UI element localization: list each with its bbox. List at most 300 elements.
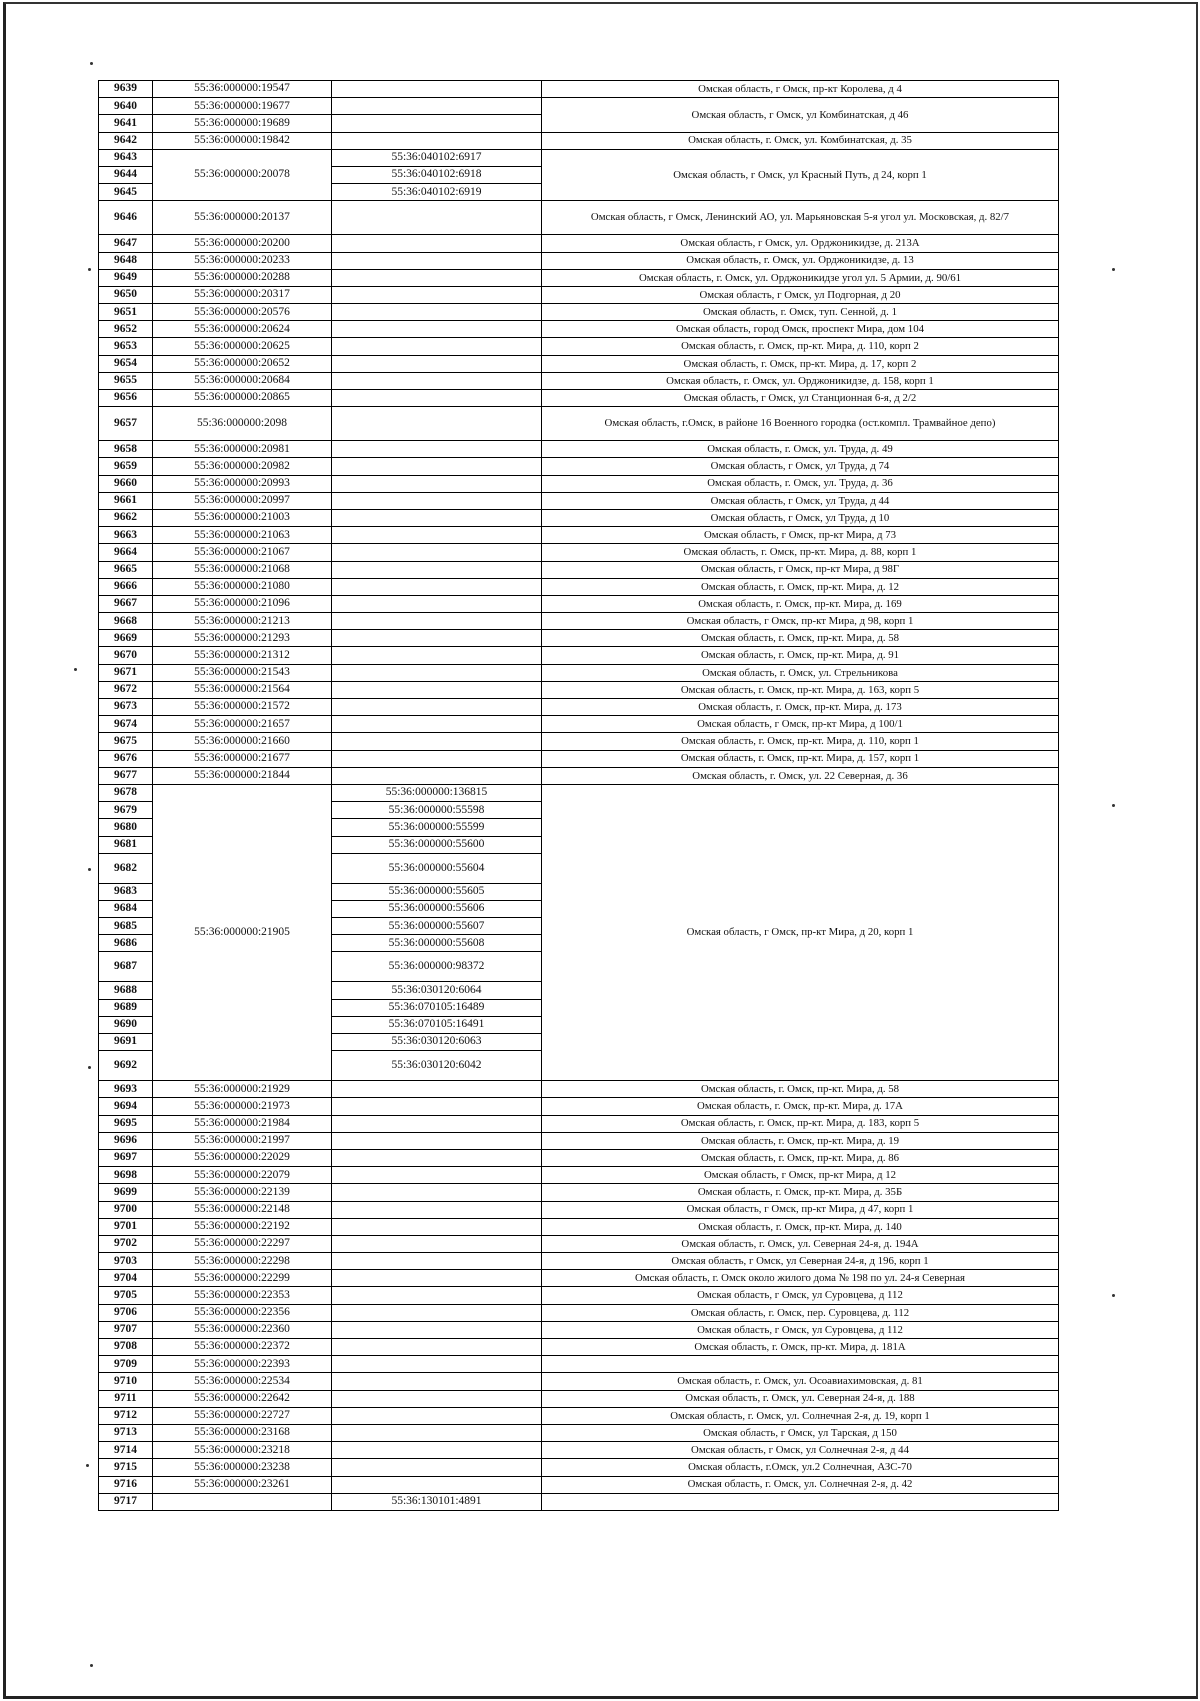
row-number: 9658	[99, 441, 153, 458]
row-number: 9711	[99, 1390, 153, 1407]
sub-cadastral-number	[332, 699, 542, 716]
sub-cadastral-number: 55:36:070105:16491	[332, 1016, 542, 1033]
sub-cadastral-number	[332, 613, 542, 630]
sub-cadastral-number	[332, 81, 542, 98]
address: Омская область, г. Омск, пр-кт. Мира, д. 58	[542, 1081, 1059, 1098]
scan-speck	[86, 1464, 89, 1467]
address: Омская область, г.Омск, ул.2 Солнечная, АЗС-70	[542, 1459, 1059, 1476]
sub-cadastral-number: 55:36:000000:136815	[332, 784, 542, 801]
sub-cadastral-number	[332, 1167, 542, 1184]
sub-cadastral-number: 55:36:130101:4891	[332, 1493, 542, 1510]
row-number: 9702	[99, 1235, 153, 1252]
cadastral-number: 55:36:000000:22642	[153, 1390, 332, 1407]
cadastral-number: 55:36:000000:20997	[153, 492, 332, 509]
row-number: 9661	[99, 492, 153, 509]
sub-cadastral-number	[332, 355, 542, 372]
cadastral-number: 55:36:000000:20233	[153, 252, 332, 269]
scan-speck	[1112, 268, 1115, 271]
sub-cadastral-number	[332, 1424, 542, 1441]
address: Омская область, г. Омск, туп. Сенной, д. 1	[542, 304, 1059, 321]
table-row	[99, 1115, 1059, 1132]
sub-cadastral-number	[332, 1201, 542, 1218]
address: Омская область, г Омск, ул Суровцева, д 112	[542, 1321, 1059, 1338]
cadastral-number: 55:36:000000:20982	[153, 458, 332, 475]
address	[542, 1356, 1059, 1373]
sub-cadastral-number	[332, 1373, 542, 1390]
table-row	[99, 269, 1059, 286]
row-number: 9653	[99, 338, 153, 355]
cadastral-number: 55:36:000000:21213	[153, 613, 332, 630]
cadastral-number: 55:36:000000:22393	[153, 1356, 332, 1373]
table-row	[99, 699, 1059, 716]
address: Омская область, г Омск, пр-кт Мира, д 98Г	[542, 561, 1059, 578]
sub-cadastral-number	[332, 630, 542, 647]
row-number: 9698	[99, 1167, 153, 1184]
address: Омская область, г. Омск, ул. Солнечная 2-я, д. 19, корп 1	[542, 1407, 1059, 1424]
sub-cadastral-number	[332, 527, 542, 544]
row-number: 9688	[99, 982, 153, 999]
table-row	[99, 1459, 1059, 1476]
address: Омская область, г. Омск, ул. Орджоникидзе угол ул. 5 Армии, д. 90/61	[542, 269, 1059, 286]
address: Омская область, г. Омск, ул. Комбинатская, д. 35	[542, 132, 1059, 149]
table-row	[99, 441, 1059, 458]
address: Омская область, г. Омск, пр-кт. Мира, д. 169	[542, 595, 1059, 612]
table-row	[99, 286, 1059, 303]
address: Омская область, г Омск, ул Солнечная 2-я, д 44	[542, 1442, 1059, 1459]
scan-speck	[88, 268, 91, 271]
sub-cadastral-number	[332, 1476, 542, 1493]
address: Омская область, г Омск, ул Красный Путь, д 24, корп 1	[542, 149, 1059, 201]
table-row	[99, 321, 1059, 338]
row-number: 9640	[99, 98, 153, 115]
row-number: 9714	[99, 1442, 153, 1459]
row-number: 9716	[99, 1476, 153, 1493]
row-number: 9663	[99, 527, 153, 544]
address: Омская область, г Омск, пр-кт Мира, д 98, корп 1	[542, 613, 1059, 630]
row-number: 9676	[99, 750, 153, 767]
sub-cadastral-number	[332, 321, 542, 338]
table-row	[99, 527, 1059, 544]
row-number: 9703	[99, 1253, 153, 1270]
table-row	[99, 544, 1059, 561]
row-number: 9645	[99, 184, 153, 201]
table-row	[99, 1493, 1059, 1510]
table-row	[99, 1149, 1059, 1166]
address: Омская область, г. Омск, пр-кт. Мира, д. 163, корп 5	[542, 681, 1059, 698]
cadastral-number: 55:36:000000:21984	[153, 1115, 332, 1132]
address: Омская область, г Омск, пр-кт Королева, д 4	[542, 81, 1059, 98]
cadastral-number: 55:36:000000:21973	[153, 1098, 332, 1115]
cadastral-number: 55:36:000000:21660	[153, 733, 332, 750]
table-row	[99, 1270, 1059, 1287]
table-row	[99, 630, 1059, 647]
address: Омская область, г Омск, ул Подгорная, д 20	[542, 286, 1059, 303]
address: Омская область, г. Омск, пр-кт. Мира, д. 17, корп 2	[542, 355, 1059, 372]
row-number: 9669	[99, 630, 153, 647]
cadastral-number: 55:36:000000:22298	[153, 1253, 332, 1270]
row-number: 9672	[99, 681, 153, 698]
table-row	[99, 98, 1059, 115]
table-row	[99, 252, 1059, 269]
row-number: 9684	[99, 900, 153, 917]
sub-cadastral-number	[332, 1321, 542, 1338]
table-row	[99, 390, 1059, 407]
cadastral-number: 55:36:000000:22297	[153, 1235, 332, 1252]
address: Омская область, г Омск, ул Станционная 6-я, д 2/2	[542, 390, 1059, 407]
registry-table	[98, 80, 1059, 1511]
cadastral-number: 55:36:000000:21063	[153, 527, 332, 544]
address: Омская область, г. Омск, пр-кт. Мира, д. 173	[542, 699, 1059, 716]
row-number: 9668	[99, 613, 153, 630]
table-row	[99, 81, 1059, 98]
sub-cadastral-number	[332, 132, 542, 149]
address: Омская область, г Омск, пр-кт Мира, д 100/1	[542, 716, 1059, 733]
cadastral-number: 55:36:000000:20865	[153, 390, 332, 407]
table-row	[99, 1253, 1059, 1270]
address: Омская область, г. Омск, ул. Северная 24-я, д. 194А	[542, 1235, 1059, 1252]
row-number: 9644	[99, 166, 153, 183]
sub-cadastral-number	[332, 544, 542, 561]
row-number: 9667	[99, 595, 153, 612]
sub-cadastral-number	[332, 1304, 542, 1321]
sub-cadastral-number	[332, 1407, 542, 1424]
sub-cadastral-number: 55:36:000000:55605	[332, 883, 542, 900]
row-number: 9713	[99, 1424, 153, 1441]
sub-cadastral-number: 55:36:000000:55604	[332, 853, 542, 883]
address: Омская область, г Омск, ул Труда, д 44	[542, 492, 1059, 509]
table-row	[99, 613, 1059, 630]
table-row	[99, 1287, 1059, 1304]
address: Омская область, г. Омск, ул. 22 Северная, д. 36	[542, 767, 1059, 784]
table-row	[99, 1184, 1059, 1201]
row-number: 9717	[99, 1493, 153, 1510]
table-row	[99, 561, 1059, 578]
row-number: 9700	[99, 1201, 153, 1218]
row-number: 9651	[99, 304, 153, 321]
address: Омская область, г Омск, ул Труда, д 74	[542, 458, 1059, 475]
sub-cadastral-number	[332, 595, 542, 612]
address: Омская область, г. Омск, пр-кт. Мира, д. 183, корп 5	[542, 1115, 1059, 1132]
sub-cadastral-number	[332, 716, 542, 733]
scan-speck	[1112, 804, 1115, 807]
row-number: 9699	[99, 1184, 153, 1201]
table-row	[99, 716, 1059, 733]
address: Омская область, г. Омск, пер. Суровцева, д. 112	[542, 1304, 1059, 1321]
table-row	[99, 733, 1059, 750]
row-number: 9701	[99, 1218, 153, 1235]
row-number: 9687	[99, 952, 153, 982]
table-row	[99, 1081, 1059, 1098]
cadastral-number: 55:36:000000:21068	[153, 561, 332, 578]
row-number: 9697	[99, 1149, 153, 1166]
cadastral-number: 55:36:000000:21564	[153, 681, 332, 698]
table-row	[99, 1201, 1059, 1218]
cadastral-number: 55:36:000000:22356	[153, 1304, 332, 1321]
cadastral-number: 55:36:000000:20200	[153, 235, 332, 252]
cadastral-number: 55:36:000000:21312	[153, 647, 332, 664]
sub-cadastral-number	[332, 1098, 542, 1115]
sub-cadastral-number	[332, 664, 542, 681]
table-row	[99, 355, 1059, 372]
address: Омская область, г. Омск, пр-кт. Мира, д. 58	[542, 630, 1059, 647]
sub-cadastral-number	[332, 647, 542, 664]
row-number: 9686	[99, 935, 153, 952]
scan-speck	[74, 668, 77, 671]
row-number: 9689	[99, 999, 153, 1016]
cadastral-number: 55:36:000000:21572	[153, 699, 332, 716]
address: Омская область, г. Омск, пр-кт. Мира, д. 12	[542, 578, 1059, 595]
cadastral-number	[153, 1493, 332, 1510]
address: Омская область, г Омск, ул Суровцева, д 112	[542, 1287, 1059, 1304]
row-number: 9695	[99, 1115, 153, 1132]
table-row	[99, 132, 1059, 149]
row-number: 9704	[99, 1270, 153, 1287]
row-number: 9680	[99, 819, 153, 836]
sub-cadastral-number	[332, 269, 542, 286]
row-number: 9673	[99, 699, 153, 716]
address: Омская область, г Омск, ул Комбинатская, д 46	[542, 98, 1059, 132]
address: Омская область, г. Омск, пр-кт. Мира, д. 86	[542, 1149, 1059, 1166]
table-row	[99, 1476, 1059, 1493]
row-number: 9679	[99, 802, 153, 819]
cadastral-number: 55:36:000000:22029	[153, 1149, 332, 1166]
address: Омская область, г. Омск около жилого дома № 198 по ул. 24-я Северная	[542, 1270, 1059, 1287]
row-number: 9705	[99, 1287, 153, 1304]
table-row	[99, 407, 1059, 441]
address: Омская область, г.Омск, в районе 16 Военного городка (ост.компл. Трамвайное депо)	[542, 407, 1059, 441]
sub-cadastral-number	[332, 561, 542, 578]
sub-cadastral-number	[332, 201, 542, 235]
row-number: 9691	[99, 1034, 153, 1051]
table-row	[99, 1167, 1059, 1184]
row-number: 9639	[99, 81, 153, 98]
table-row	[99, 1304, 1059, 1321]
cadastral-number: 55:36:000000:22360	[153, 1321, 332, 1338]
table-row	[99, 1407, 1059, 1424]
sub-cadastral-number	[332, 1132, 542, 1149]
cadastral-number: 55:36:000000:22534	[153, 1373, 332, 1390]
row-number: 9654	[99, 355, 153, 372]
row-number: 9675	[99, 733, 153, 750]
address: Омская область, г. Омск, пр-кт. Мира, д. 157, корп 1	[542, 750, 1059, 767]
cadastral-number: 55:36:000000:21929	[153, 1081, 332, 1098]
address: Омская область, г. Омск, ул. Осоавиахимовская, д. 81	[542, 1373, 1059, 1390]
cadastral-number: 55:36:000000:22148	[153, 1201, 332, 1218]
cadastral-number: 55:36:000000:21905	[153, 784, 332, 1080]
cadastral-number: 55:36:000000:20137	[153, 201, 332, 235]
cadastral-number: 55:36:000000:20078	[153, 149, 332, 201]
address: Омская область, город Омск, проспект Мира, дом 104	[542, 321, 1059, 338]
cadastral-number: 55:36:000000:22139	[153, 1184, 332, 1201]
table-row	[99, 647, 1059, 664]
row-number: 9709	[99, 1356, 153, 1373]
sub-cadastral-number	[332, 304, 542, 321]
address: Омская область, г. Омск, ул. Орджоникидзе, д. 158, корп 1	[542, 372, 1059, 389]
sub-cadastral-number: 55:36:040102:6917	[332, 149, 542, 166]
cadastral-number: 55:36:000000:20684	[153, 372, 332, 389]
row-number: 9678	[99, 784, 153, 801]
table-row	[99, 578, 1059, 595]
row-number: 9670	[99, 647, 153, 664]
sub-cadastral-number	[332, 750, 542, 767]
address: Омская область, г. Омск, пр-кт. Мира, д. 91	[542, 647, 1059, 664]
sub-cadastral-number	[332, 1442, 542, 1459]
row-number: 9643	[99, 149, 153, 166]
table-row	[99, 1132, 1059, 1149]
table-row	[99, 492, 1059, 509]
table-row	[99, 1218, 1059, 1235]
cadastral-number: 55:36:000000:22192	[153, 1218, 332, 1235]
cadastral-number: 55:36:000000:20288	[153, 269, 332, 286]
row-number: 9664	[99, 544, 153, 561]
address: Омская область, г. Омск, ул. Стрельникова	[542, 664, 1059, 681]
cadastral-number: 55:36:000000:19677	[153, 98, 332, 115]
row-number: 9707	[99, 1321, 153, 1338]
address: Омская область, г. Омск, пр-кт. Мира, д. 88, корп 1	[542, 544, 1059, 561]
row-number: 9674	[99, 716, 153, 733]
row-number: 9693	[99, 1081, 153, 1098]
sub-cadastral-number	[332, 578, 542, 595]
sub-cadastral-number	[332, 98, 542, 115]
cadastral-number: 55:36:000000:21293	[153, 630, 332, 647]
row-number: 9690	[99, 1016, 153, 1033]
sub-cadastral-number	[332, 681, 542, 698]
row-number: 9666	[99, 578, 153, 595]
registry-table-body	[99, 81, 1059, 1511]
sub-cadastral-number	[332, 1270, 542, 1287]
sub-cadastral-number	[332, 1356, 542, 1373]
cadastral-number: 55:36:000000:19547	[153, 81, 332, 98]
row-number: 9710	[99, 1373, 153, 1390]
scan-speck	[88, 1066, 91, 1069]
row-number: 9649	[99, 269, 153, 286]
table-row	[99, 767, 1059, 784]
table-row	[99, 149, 1059, 166]
table-row	[99, 304, 1059, 321]
cadastral-number: 55:36:000000:22727	[153, 1407, 332, 1424]
sub-cadastral-number	[332, 1287, 542, 1304]
sub-cadastral-number: 55:36:040102:6918	[332, 166, 542, 183]
cadastral-number: 55:36:000000:22299	[153, 1270, 332, 1287]
sub-cadastral-number: 55:36:000000:55608	[332, 935, 542, 952]
table-row	[99, 784, 1059, 801]
row-number: 9692	[99, 1051, 153, 1081]
address: Омская область, г. Омск, пр-кт. Мира, д. 35Б	[542, 1184, 1059, 1201]
address: Омская область, г. Омск, пр-кт. Мира, д. 110, корп 1	[542, 733, 1059, 750]
sub-cadastral-number	[332, 115, 542, 132]
table-row	[99, 1373, 1059, 1390]
row-number: 9642	[99, 132, 153, 149]
cadastral-number: 55:36:000000:20624	[153, 321, 332, 338]
row-number: 9683	[99, 883, 153, 900]
scan-speck	[1112, 1294, 1115, 1297]
sub-cadastral-number: 55:36:000000:55606	[332, 900, 542, 917]
row-number: 9650	[99, 286, 153, 303]
cadastral-number: 55:36:000000:23218	[153, 1442, 332, 1459]
row-number: 9662	[99, 509, 153, 526]
table-row	[99, 1339, 1059, 1356]
sub-cadastral-number: 55:36:030120:6064	[332, 982, 542, 999]
address: Омская область, г. Омск, ул. Труда, д. 36	[542, 475, 1059, 492]
cadastral-number: 55:36:000000:20652	[153, 355, 332, 372]
sub-cadastral-number	[332, 1081, 542, 1098]
address: Омская область, г Омск, ул Тарская, д 150	[542, 1424, 1059, 1441]
table-row	[99, 372, 1059, 389]
cadastral-number: 55:36:000000:22079	[153, 1167, 332, 1184]
sub-cadastral-number	[332, 733, 542, 750]
cadastral-number: 55:36:000000:21067	[153, 544, 332, 561]
cadastral-number: 55:36:000000:20576	[153, 304, 332, 321]
table-row	[99, 509, 1059, 526]
table-row	[99, 1321, 1059, 1338]
sub-cadastral-number: 55:36:000000:55599	[332, 819, 542, 836]
row-number: 9659	[99, 458, 153, 475]
cadastral-number: 55:36:000000:2098	[153, 407, 332, 441]
address: Омская область, г. Омск, пр-кт. Мира, д. 17А	[542, 1098, 1059, 1115]
row-number: 9715	[99, 1459, 153, 1476]
cadastral-number: 55:36:000000:23168	[153, 1424, 332, 1441]
sub-cadastral-number	[332, 407, 542, 441]
sub-cadastral-number	[332, 509, 542, 526]
row-number: 9647	[99, 235, 153, 252]
address: Омская область, г. Омск, пр-кт. Мира, д. 19	[542, 1132, 1059, 1149]
scan-speck	[88, 868, 91, 871]
sub-cadastral-number	[332, 1184, 542, 1201]
sub-cadastral-number	[332, 767, 542, 784]
table-row	[99, 664, 1059, 681]
sub-cadastral-number	[332, 1235, 542, 1252]
sub-cadastral-number	[332, 286, 542, 303]
address: Омская область, г Омск, пр-кт Мира, д 20, корп 1	[542, 784, 1059, 1080]
table-row	[99, 1235, 1059, 1252]
table-row	[99, 201, 1059, 235]
sub-cadastral-number	[332, 338, 542, 355]
row-number: 9671	[99, 664, 153, 681]
table-row	[99, 338, 1059, 355]
row-number: 9657	[99, 407, 153, 441]
address: Омская область, г Омск, пр-кт Мира, д 47, корп 1	[542, 1201, 1059, 1218]
address: Омская область, г Омск, ул. Орджоникидзе, д. 213А	[542, 235, 1059, 252]
sub-cadastral-number	[332, 235, 542, 252]
row-number: 9646	[99, 201, 153, 235]
cadastral-number: 55:36:000000:21657	[153, 716, 332, 733]
cadastral-number: 55:36:000000:22353	[153, 1287, 332, 1304]
address: Омская область, г Омск, Ленинский АО, ул. Марьяновская 5-я угол ул. Московская, д. 82/7	[542, 201, 1059, 235]
table-row	[99, 1356, 1059, 1373]
row-number: 9665	[99, 561, 153, 578]
address: Омская область, г. Омск, ул. Северная 24-я, д. 188	[542, 1390, 1059, 1407]
row-number: 9706	[99, 1304, 153, 1321]
sub-cadastral-number	[332, 252, 542, 269]
scan-speck	[90, 62, 93, 65]
table-row	[99, 458, 1059, 475]
sub-cadastral-number	[332, 492, 542, 509]
sub-cadastral-number: 55:36:040102:6919	[332, 184, 542, 201]
sub-cadastral-number	[332, 475, 542, 492]
cadastral-number: 55:36:000000:20993	[153, 475, 332, 492]
sub-cadastral-number	[332, 1115, 542, 1132]
sub-cadastral-number	[332, 458, 542, 475]
row-number: 9660	[99, 475, 153, 492]
sub-cadastral-number	[332, 1253, 542, 1270]
sub-cadastral-number	[332, 1149, 542, 1166]
sub-cadastral-number	[332, 1459, 542, 1476]
sub-cadastral-number: 55:36:000000:98372	[332, 952, 542, 982]
row-number: 9682	[99, 853, 153, 883]
table-row	[99, 1390, 1059, 1407]
cadastral-number: 55:36:000000:21844	[153, 767, 332, 784]
address: Омская область, г Омск, пр-кт Мира, д 73	[542, 527, 1059, 544]
